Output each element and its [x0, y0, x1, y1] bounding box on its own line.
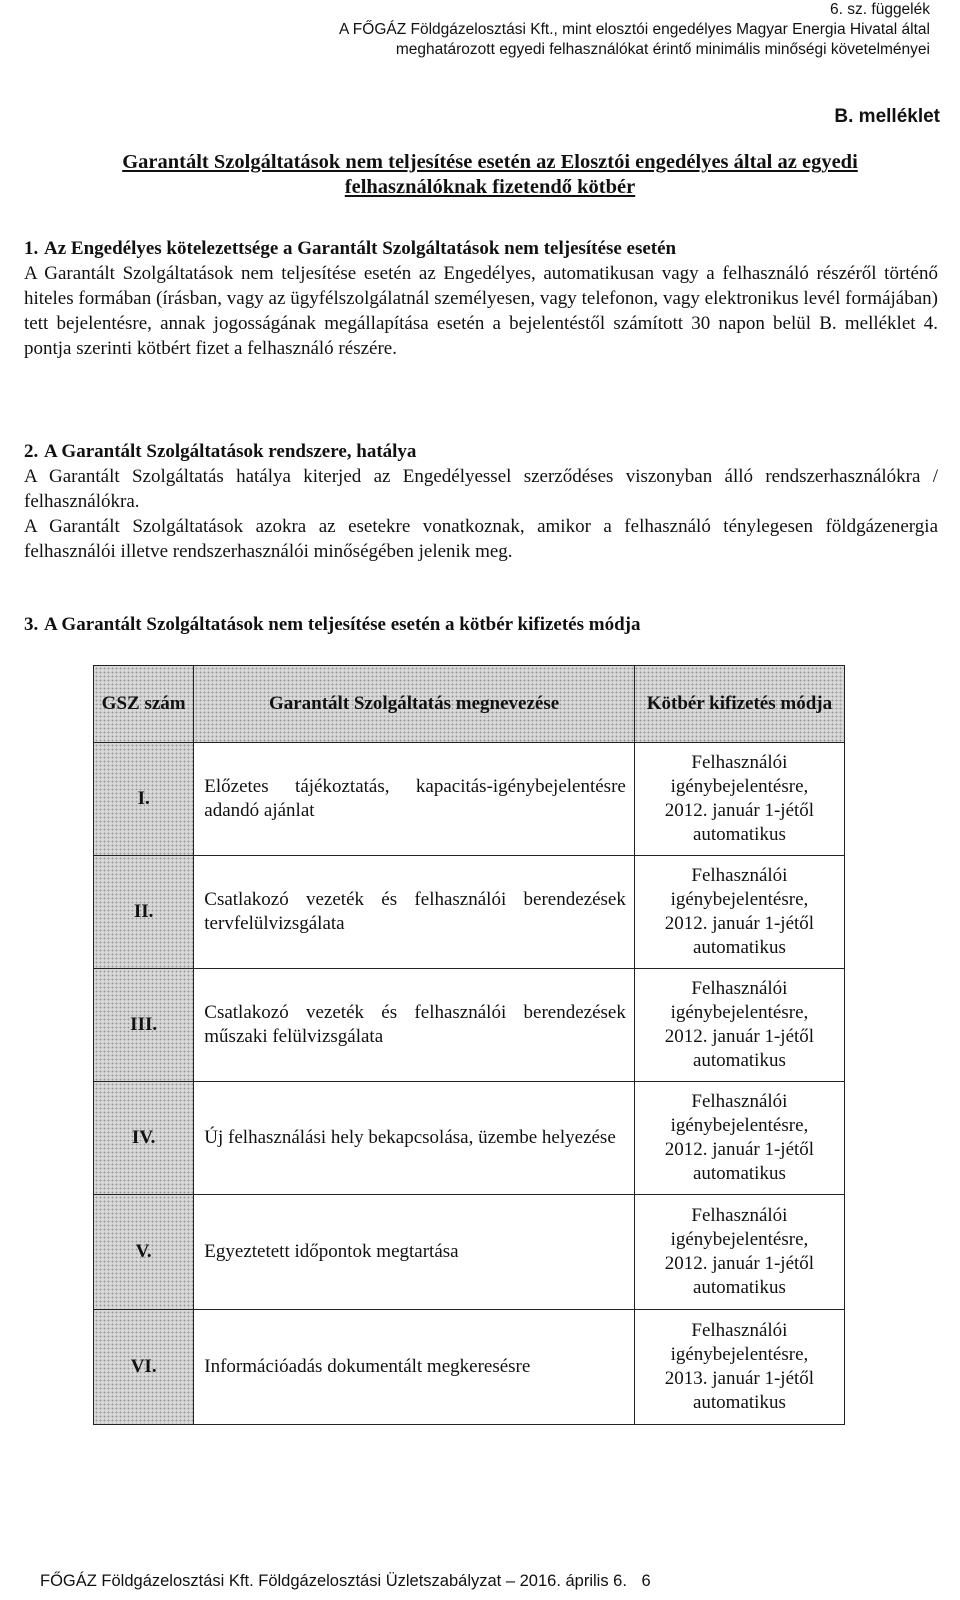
payment-line: 2012. január 1-jétől	[664, 913, 815, 934]
payment-method	[634, 743, 844, 856]
payment-line: igénybejelentésre,	[670, 1229, 809, 1250]
service-name: Csatlakozó vezeték és felhasználói berendezések tervfelülvizsgálata	[194, 856, 635, 969]
payment-line: automatikus	[692, 1163, 786, 1184]
payment-line: igénybejelentésre,	[670, 776, 809, 797]
payment-line: Felhasználói	[691, 865, 788, 886]
header-gsz-number: GSZ szám	[94, 666, 194, 743]
payment-line: automatikus	[692, 1392, 786, 1413]
section-1-paragraph: A Garantált Szolgáltatások nem teljesítése esetén az Engedélyes, automatikusan vagy a felhasználó részéről történő hiteles formában (írásban, vagy az ügyfélszolgálatnál személyesen, vagy telefonon, vagy elektronikus levél formájában) tett bejelentésre, annak jogosságának megállapítása esetén a bejelentéstől számított 30 napon belül B. melléklet 4. pontja szerinti kötbért fizet a felhasználó részére.	[24, 263, 938, 359]
service-number: I.	[94, 743, 194, 856]
payment-line: 2013. január 1-jétől	[664, 1368, 815, 1389]
section-3-heading	[24, 612, 938, 637]
payment-method	[634, 1195, 844, 1310]
payment-line: 2012. január 1-jétől	[664, 1026, 815, 1047]
header-line-2: meghatározott egyedi felhasználókat érintő minimális minőségi követelményei	[395, 41, 930, 58]
title-line-2: felhasználóknak fizetendő kötbér	[344, 176, 636, 198]
page-number: 6	[641, 1572, 651, 1590]
section-title: A Garantált Szolgáltatások rendszere, hatálya	[44, 441, 417, 462]
service-number: VI.	[94, 1310, 194, 1425]
payment-method	[634, 1082, 844, 1195]
service-number: II.	[94, 856, 194, 969]
guaranteed-services-table	[93, 665, 845, 1425]
section-3	[24, 612, 938, 637]
service-number: IV.	[94, 1082, 194, 1195]
title-line-1: Garantált Szolgáltatások nem teljesítése esetén az Elosztói engedélyes által az egyedi	[122, 151, 858, 173]
table-row	[94, 1310, 845, 1425]
section-2	[24, 439, 938, 564]
section-2-paragraph-2: A Garantált Szolgáltatások azokra az esetekre vonatkoznak, amikor a felhasználó ténylegesen földgázenergia felhasználói illetve rendszerhasználói minőségében jelenik meg.	[24, 516, 938, 562]
payment-method	[634, 1310, 844, 1425]
service-name: Csatlakozó vezeték és felhasználói berendezések műszaki felülvizsgálata	[194, 969, 635, 1082]
payment-line: automatikus	[692, 824, 786, 845]
service-number: V.	[94, 1195, 194, 1310]
section-title: Az Engedélyes kötelezettsége a Garantált Szolgáltatások nem teljesítése esetén	[44, 238, 677, 259]
header-line-1: A FŐGÁZ Földgázelosztási Kft., mint elosztói engedélyes Magyar Energia Hivatal által	[339, 21, 930, 38]
header-payment-method: Kötbér kifizetés módja	[634, 666, 844, 743]
table-row	[94, 743, 845, 856]
section-number: 1.	[24, 238, 39, 259]
payment-line: Felhasználói	[691, 1205, 788, 1226]
section-1-heading	[24, 236, 938, 261]
payment-line: 2012. január 1-jétől	[664, 1139, 815, 1160]
service-name: Információadás dokumentált megkeresésre	[194, 1310, 635, 1425]
section-1	[24, 236, 938, 361]
section-number: 2.	[24, 441, 39, 462]
payment-line: 2012. január 1-jétől	[664, 1253, 815, 1274]
header-service-name: Garantált Szolgáltatás megnevezése	[194, 666, 635, 743]
section-title: A Garantált Szolgáltatások nem teljesítése esetén a kötbér kifizetés módja	[44, 614, 641, 635]
service-name: Egyeztetett időpontok megtartása	[194, 1195, 635, 1310]
service-number: III.	[94, 969, 194, 1082]
table-row	[94, 1195, 845, 1310]
appendix-number: 6. sz. függelék	[830, 1, 930, 18]
payment-line: Felhasználói	[691, 1091, 788, 1112]
payment-line: Felhasználói	[691, 978, 788, 999]
table-row	[94, 1082, 845, 1195]
page-footer	[40, 1572, 651, 1591]
payment-line: automatikus	[692, 1277, 786, 1298]
payment-line: automatikus	[692, 1050, 786, 1071]
payment-line: igénybejelentésre,	[670, 1344, 809, 1365]
document-title	[40, 150, 940, 200]
service-name: Új felhasználási hely bekapcsolása, üzembe helyezése	[194, 1082, 635, 1195]
annex-label: B. melléklet	[834, 106, 940, 127]
payment-line: Felhasználói	[691, 752, 788, 773]
table-header-row	[94, 666, 845, 743]
payment-line: igénybejelentésre,	[670, 1115, 809, 1136]
section-2-heading	[24, 439, 938, 464]
payment-line: 2012. január 1-jétől	[664, 800, 815, 821]
payment-line: Felhasználói	[691, 1320, 788, 1341]
footer-text: FŐGÁZ Földgázelosztási Kft. Földgázelosztási Üzletszabályzat – 2016. április 6.	[40, 1572, 627, 1590]
payment-line: automatikus	[692, 937, 786, 958]
document-header	[339, 0, 930, 60]
table-row	[94, 856, 845, 969]
section-2-paragraph-1: A Garantált Szolgáltatás hatálya kiterjed az Engedélyessel szerződéses viszonyban álló rendszerhasználókra / felhasználókra.	[24, 466, 938, 512]
payment-method	[634, 969, 844, 1082]
section-number: 3.	[24, 614, 39, 635]
table-row	[94, 969, 845, 1082]
payment-line: igénybejelentésre,	[670, 889, 809, 910]
service-name: Előzetes tájékoztatás, kapacitás-igénybejelentésre adandó ajánlat	[194, 743, 635, 856]
payment-line: igénybejelentésre,	[670, 1002, 809, 1023]
payment-method	[634, 856, 844, 969]
